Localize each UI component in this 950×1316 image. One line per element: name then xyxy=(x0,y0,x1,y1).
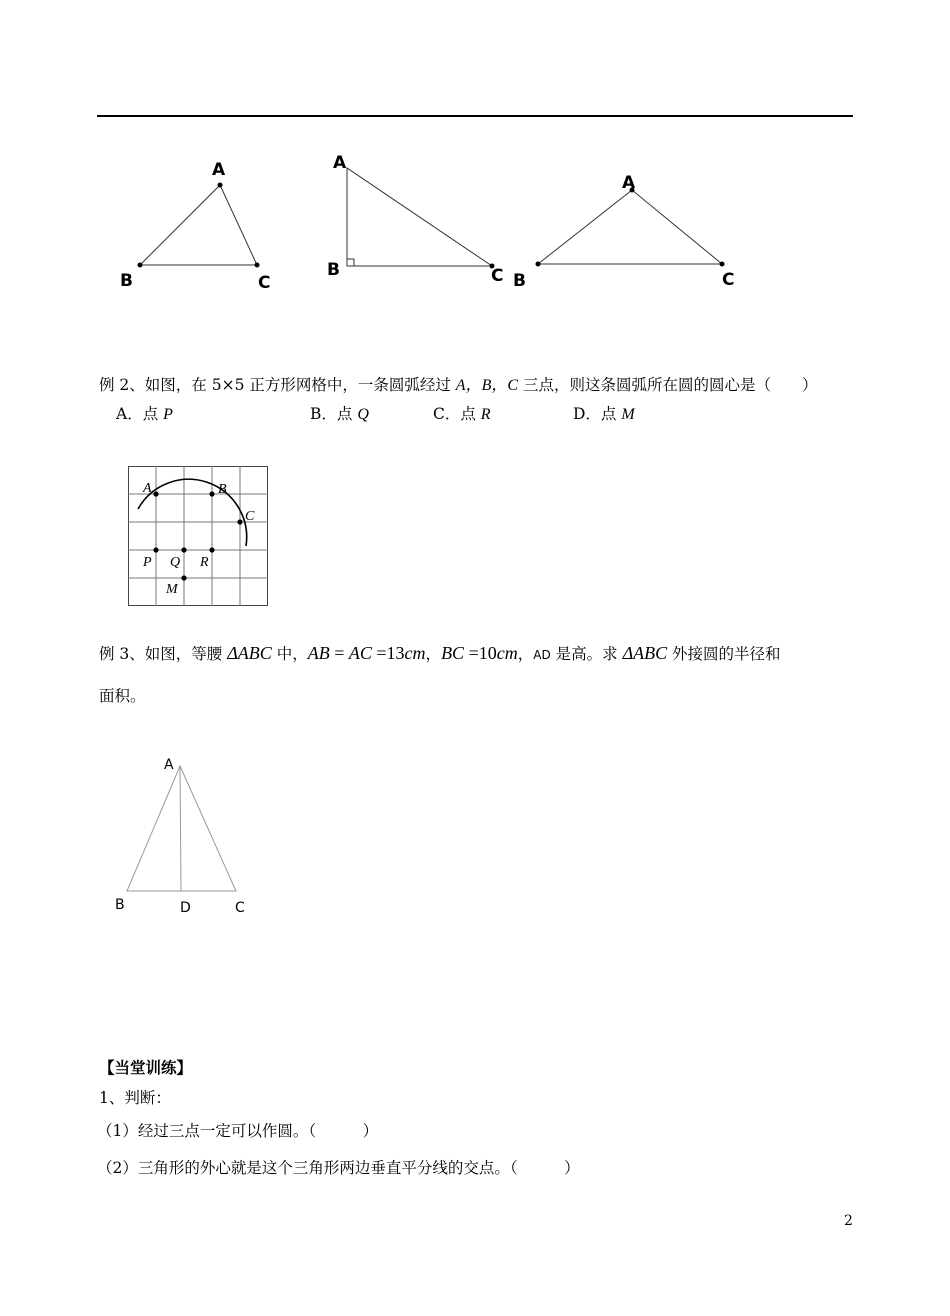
practice-q1: 1、判断： xyxy=(99,1089,171,1107)
example2-question xyxy=(99,372,817,395)
example2-points: A，B，C xyxy=(455,377,519,394)
grid-label-M: M xyxy=(166,582,178,597)
grid-label-P: P xyxy=(143,555,152,570)
triangle-obtuse xyxy=(513,173,734,291)
practice-q1-2: （2）三角形的外心就是这个三角形两边垂直平分线的交点。（ ） xyxy=(97,1159,580,1177)
option-c: C．点 R xyxy=(433,405,491,423)
fig3-label-A: A xyxy=(164,757,174,773)
tri2-label-C: C xyxy=(491,266,504,286)
example3-question: 例 3、如图，等腰 ΔABC 中，AB = AC =13cm，BC =10cm，AD 是高。求 ΔABC 外接圆的半径和 xyxy=(99,643,781,663)
arc xyxy=(138,479,247,546)
triangle-abc-2: ΔABC xyxy=(622,643,668,663)
isosceles-figure xyxy=(110,752,260,922)
tri3-label-A: A xyxy=(622,173,636,193)
option-b: B．点 Q xyxy=(310,405,369,423)
grid-label-Q: Q xyxy=(170,555,181,570)
grid-label-C: C xyxy=(245,509,255,524)
triangle-figures xyxy=(100,140,760,300)
triangle-acute xyxy=(120,160,270,293)
fig3-label-C: C xyxy=(235,900,245,916)
tri1-label-A: A xyxy=(212,160,226,180)
header-rule xyxy=(97,115,853,117)
practice-heading: 【当堂训练】 xyxy=(99,1058,193,1077)
tri2-label-B: B xyxy=(327,260,340,280)
tri3-label-C: C xyxy=(722,270,735,290)
grid-figure xyxy=(128,466,273,611)
practice-q1-1: （1）经过三点一定可以作圆。（ ） xyxy=(97,1122,379,1140)
page-number: 2 xyxy=(844,1213,853,1229)
option-d: D．点 M xyxy=(573,405,635,423)
grid-label-B: B xyxy=(218,482,227,497)
example2-text-b: 三点，则这条圆弧所在圆的圆心是（ ） xyxy=(518,376,818,394)
tri1-label-C: C xyxy=(258,273,271,293)
fig3-label-B: B xyxy=(115,897,125,913)
fig3-label-D: D xyxy=(180,900,191,916)
tri2-label-A: A xyxy=(333,153,347,173)
grid-label-R: R xyxy=(200,555,209,570)
tri3-label-B: B xyxy=(513,271,526,291)
option-a: A．点 P xyxy=(116,405,173,423)
example2-text-a: 例 2、如图，在 5×5 正方形网格中，一条圆弧经过 xyxy=(99,376,456,394)
grid-label-A: A xyxy=(143,481,152,496)
triangle-right xyxy=(327,153,503,286)
triangle-abc-1: ΔABC xyxy=(227,643,272,663)
tri1-label-B: B xyxy=(120,271,133,291)
example3-line2: 面积。 xyxy=(99,687,146,705)
